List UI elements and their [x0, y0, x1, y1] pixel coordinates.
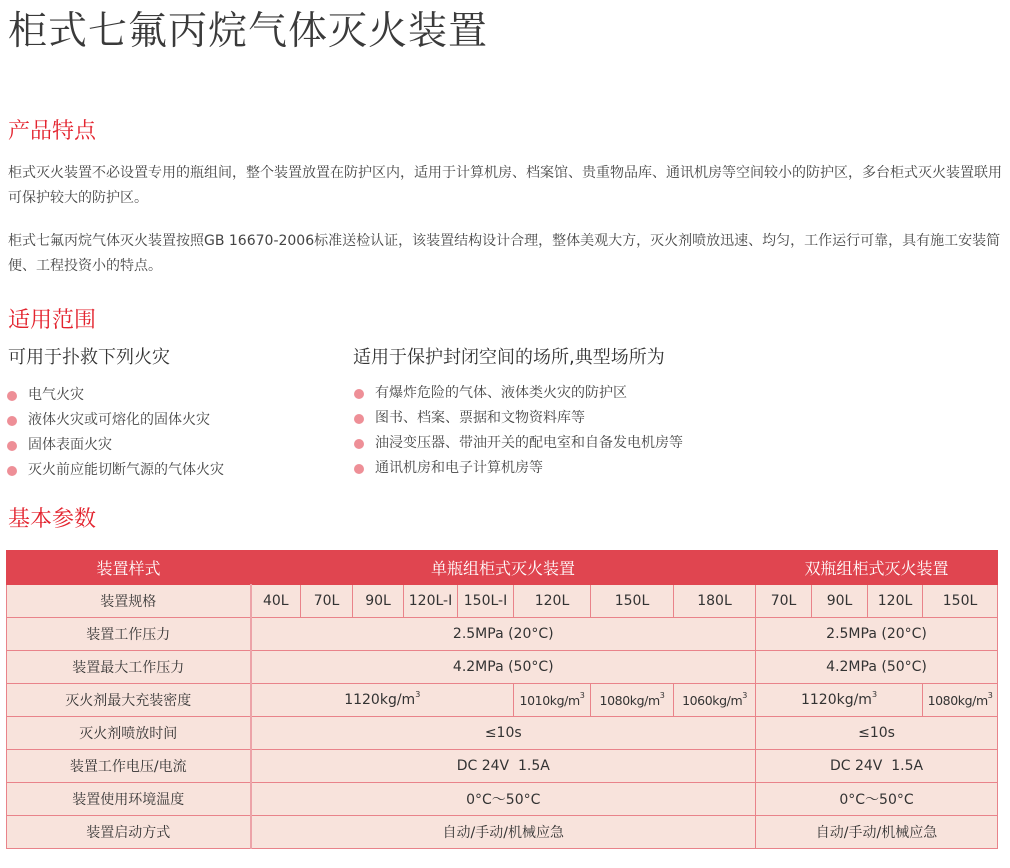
table-row: 灭火剂喷放时间 ≤10s ≤10s: [7, 717, 998, 750]
list-item: 电气火灾: [6, 383, 224, 408]
bullet-icon: [354, 439, 364, 449]
table-header-row: [7, 551, 998, 585]
features-paragraph-1: 柜式灭火装置不必设置专用的瓶组间，整个装置放置在防护区内，适用于计算机房、档案馆、贵重物品库、通讯机房等空间较小的防护区，多台柜式灭火装置联用可保护较大的防护区。: [8, 165, 1002, 206]
features-heading: 产品特点: [8, 119, 97, 144]
header-device-style: 装置样式: [7, 551, 251, 585]
features-paragraph-2: 柜式七氟丙烷气体灭火装置按照GB 16670-2006标准送检认证，该装置结构设计合理，整体美观大方，灭火剂喷放迅速、均匀，工作运行可靠，具有施工安装简便、工程投资小的特点。: [8, 233, 1001, 274]
table-row: 灭火剂最大充装密度 $1120kg/m^3$ $1010kg/m^3$ $1080kg/m^3$ $1060kg/m^3$ $1120kg/m^3$ $1080kg/m^3$: [7, 684, 998, 717]
bullet-icon: [7, 416, 17, 426]
bullet-icon: [354, 414, 364, 424]
scope-heading: 适用范围: [8, 308, 97, 333]
table-row: 装置启动方式 自动/手动/机械应急 自动/手动/机械应急: [7, 816, 998, 849]
header-single-group: 单瓶组柜式灭火装置: [251, 551, 756, 585]
bullet-icon: [354, 389, 364, 399]
table-row: 装置使用环境温度 0°C～50°C 0°C～50°C: [7, 783, 998, 816]
bullet-icon: [7, 466, 17, 476]
list-item: 有爆炸危险的气体、液体类火灾的防护区: [353, 381, 683, 406]
params-heading: 基本参数: [8, 507, 97, 532]
bullet-icon: [354, 464, 364, 474]
list-item: 通讯机房和电子计算机房等: [353, 456, 683, 481]
locations-list: [353, 381, 683, 481]
table-row: 装置工作压力 2.5MPa (20°C) 2.5MPa (20°C): [7, 618, 998, 651]
bullet-icon: [7, 441, 17, 451]
parameters-table: [6, 550, 998, 849]
fire-types-list: [6, 383, 224, 483]
list-item: 灭火前应能切断气源的气体火灾: [6, 458, 224, 483]
list-item: 液体火灾或可熔化的固体火灾: [6, 408, 224, 433]
page-title: 柜式七氟丙烷气体灭火装置: [8, 9, 489, 54]
bullet-icon: [7, 391, 17, 401]
table-row: 装置规格 40L 70L 90L 120L-I 150L-I 120L 150L 180L 70L 90L 120L 150L: [7, 585, 998, 618]
table-row: 装置工作电压/电流 DC 24V 1.5A DC 24V 1.5A: [7, 750, 998, 783]
scope-right-title: 适用于保护封闭空间的场所,典型场所为: [353, 347, 665, 368]
list-item: 固体表面火灾: [6, 433, 224, 458]
list-item: 油浸变压器、带油开关的配电室和自备发电机房等: [353, 431, 683, 456]
scope-left-title: 可用于扑救下列火灾: [8, 347, 170, 368]
header-double-group: 双瓶组柜式灭火装置: [756, 551, 998, 585]
table-row: 装置最大工作压力 4.2MPa (50°C) 4.2MPa (50°C): [7, 651, 998, 684]
list-item: 图书、档案、票据和文物资料库等: [353, 406, 683, 431]
